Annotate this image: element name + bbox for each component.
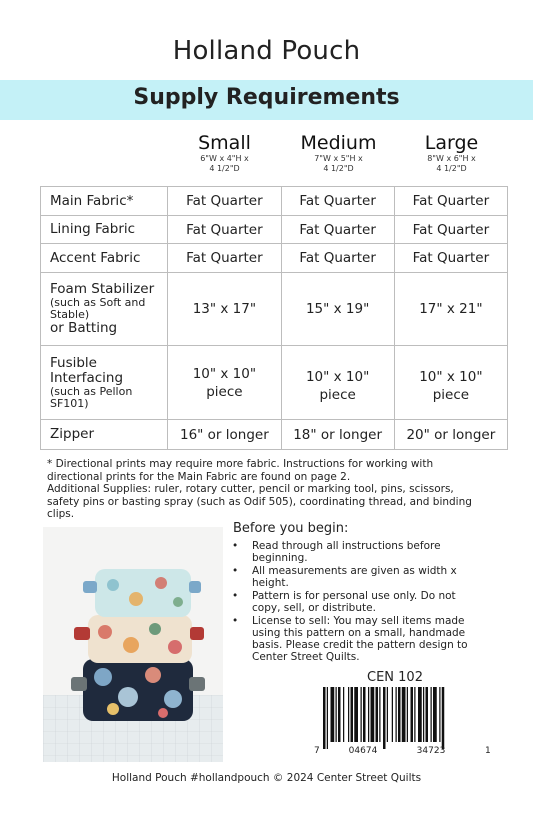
page-footer: Holland Pouch #hollandpouch © 2024 Center Street Quilts bbox=[111, 772, 422, 784]
row-label bbox=[41, 273, 168, 346]
barcode-bar bbox=[426, 687, 429, 742]
barcode-bar bbox=[338, 687, 341, 742]
row-label: Zipper bbox=[41, 420, 168, 450]
barcode-digit-last: 1 bbox=[485, 746, 491, 756]
table-cell: Fat Quarter bbox=[394, 216, 507, 244]
supply-notes bbox=[47, 458, 487, 521]
barcode-digits-left: 04674 bbox=[348, 746, 378, 756]
barcode-bar bbox=[327, 687, 328, 749]
table-cell: 20" or longer bbox=[394, 420, 507, 450]
table-cell: 16" or longer bbox=[168, 420, 281, 450]
row-label: Main Fabric* bbox=[41, 187, 168, 216]
table-row bbox=[41, 244, 508, 273]
row-label-line: or Batting bbox=[50, 320, 118, 336]
product-code: CEN 102 bbox=[367, 670, 423, 685]
table-cell: Fat Quarter bbox=[394, 244, 507, 273]
table-cell: Fat Quarter bbox=[281, 187, 394, 216]
cell-line: piece bbox=[206, 383, 243, 400]
bullet-icon: • bbox=[232, 590, 239, 602]
bullet-icon: • bbox=[232, 540, 239, 552]
table-cell: Fat Quarter bbox=[168, 244, 281, 273]
row-label: Lining Fabric bbox=[41, 216, 168, 244]
before-you-begin-heading: Before you begin: bbox=[233, 521, 349, 536]
size-name: Small bbox=[198, 132, 251, 154]
barcode-bar bbox=[407, 687, 408, 742]
row-label-note: (such as Pellon SF101) bbox=[50, 384, 133, 410]
size-name: Large bbox=[424, 132, 479, 154]
cell-line: 10" x 10" bbox=[305, 368, 370, 385]
size-dimensions: 4 1/2"D bbox=[436, 164, 467, 173]
barcode-bar bbox=[348, 687, 349, 742]
barcode-bar bbox=[414, 687, 415, 742]
barcode-bar bbox=[363, 687, 366, 742]
size-dimensions: 4 1/2"D bbox=[209, 164, 240, 173]
list-item bbox=[232, 565, 487, 589]
table-cell: 18" or longer bbox=[281, 420, 394, 450]
size-header-small bbox=[168, 132, 281, 174]
barcode-bar bbox=[398, 687, 401, 742]
size-dimensions: 8"W x 6"H x bbox=[427, 154, 476, 163]
barcode-bar bbox=[431, 687, 432, 742]
size-dimensions: 7"W x 5"H x bbox=[314, 154, 363, 163]
row-label-line: Foam Stabilizer bbox=[50, 281, 155, 297]
table-cell: 17" x 21" bbox=[394, 273, 507, 346]
barcode-bar bbox=[442, 687, 445, 749]
table-row bbox=[41, 273, 508, 346]
barcode-digits-right: 34723 bbox=[416, 746, 446, 756]
table-cell: Fat Quarter bbox=[281, 216, 394, 244]
cell-line: piece bbox=[432, 386, 470, 403]
barcode-bar bbox=[423, 687, 424, 742]
list-item-text: Read through all instructions before beginning. bbox=[252, 540, 441, 564]
cell-line: 10" x 10" bbox=[192, 365, 257, 382]
pouch-photo bbox=[43, 527, 223, 762]
supply-table bbox=[40, 186, 508, 450]
size-header-medium bbox=[282, 132, 395, 174]
row-label-line: Interfacing bbox=[50, 369, 124, 386]
size-dimensions: 6"W x 4"H x bbox=[200, 154, 249, 163]
list-item bbox=[232, 615, 487, 663]
table-cell bbox=[281, 346, 394, 420]
before-you-begin-list bbox=[232, 540, 487, 664]
barcode-bar bbox=[343, 687, 344, 742]
barcode-bar bbox=[392, 687, 393, 742]
size-header-large bbox=[395, 132, 508, 174]
barcode-bar bbox=[383, 687, 386, 749]
barcode-bar bbox=[396, 687, 397, 742]
table-cell: Fat Quarter bbox=[168, 187, 281, 216]
barcode-bar bbox=[368, 687, 369, 742]
stacked-pouches-image bbox=[43, 527, 223, 762]
table-row bbox=[41, 187, 508, 216]
table-row bbox=[41, 346, 508, 420]
barcode-bar bbox=[354, 687, 358, 742]
row-label-line: Fusible bbox=[50, 354, 97, 371]
bullet-icon: • bbox=[232, 615, 239, 627]
row-label-note: (such as Soft and Stable) bbox=[50, 296, 146, 321]
table-cell: Fat Quarter bbox=[394, 187, 507, 216]
row-label: Accent Fabric bbox=[41, 244, 168, 273]
barcode-bar bbox=[402, 687, 406, 742]
barcode-bar bbox=[351, 687, 354, 742]
table-cell bbox=[168, 346, 281, 420]
table-cell: Fat Quarter bbox=[281, 244, 394, 273]
table-row bbox=[41, 420, 508, 450]
barcode-bar bbox=[411, 687, 414, 742]
barcode-bar bbox=[418, 687, 422, 742]
barcode-bar bbox=[361, 687, 362, 742]
barcode-bar bbox=[379, 687, 380, 742]
cell-line: piece bbox=[319, 386, 356, 403]
list-item bbox=[232, 540, 487, 564]
cell-line: 10" x 10" bbox=[419, 368, 483, 385]
barcode-bar bbox=[336, 687, 337, 742]
section-subtitle: Supply Requirements bbox=[133, 85, 400, 110]
table-cell bbox=[394, 346, 507, 420]
page-title: Holland Pouch bbox=[172, 36, 361, 66]
list-item-text: Pattern is for personal use only. Do not copy, sell, or distribute. bbox=[252, 590, 456, 614]
barcode-digit-first: 7 bbox=[314, 746, 320, 756]
barcode bbox=[313, 687, 493, 757]
additional-supplies-note: Additional Supplies: ruler, rotary cutter, pencil or marking tool, pins, scissors, safety pins or basting spray (such as Odif 505), coordinating thread, and binding clips. bbox=[47, 483, 472, 520]
table-cell: 13" x 17" bbox=[168, 273, 281, 346]
size-dimensions: 4 1/2"D bbox=[323, 164, 354, 173]
list-item bbox=[232, 590, 487, 614]
barcode-bar bbox=[371, 687, 375, 742]
barcode-bar bbox=[331, 687, 335, 742]
table-cell: Fat Quarter bbox=[168, 216, 281, 244]
barcode-bar bbox=[376, 687, 379, 742]
barcode-bar bbox=[433, 687, 437, 742]
size-name: Medium bbox=[300, 132, 377, 154]
barcode-bar bbox=[387, 687, 388, 742]
list-item-text: All measurements are given as width x height. bbox=[252, 565, 457, 589]
table-row bbox=[41, 216, 508, 244]
directional-note: * Directional prints may require more fabric. Instructions for working with directional prints for the Main Fabric are found on page 2. bbox=[47, 458, 434, 483]
barcode-bar bbox=[323, 687, 326, 749]
table-cell: 15" x 19" bbox=[281, 273, 394, 346]
barcode-bar bbox=[439, 687, 440, 742]
list-item-text: License to sell: You may sell items made using this pattern on a small, handmade basis. Please credit the pattern design to Center Street Quilts. bbox=[252, 615, 468, 663]
row-label bbox=[41, 346, 168, 420]
bullet-icon: • bbox=[232, 565, 239, 577]
